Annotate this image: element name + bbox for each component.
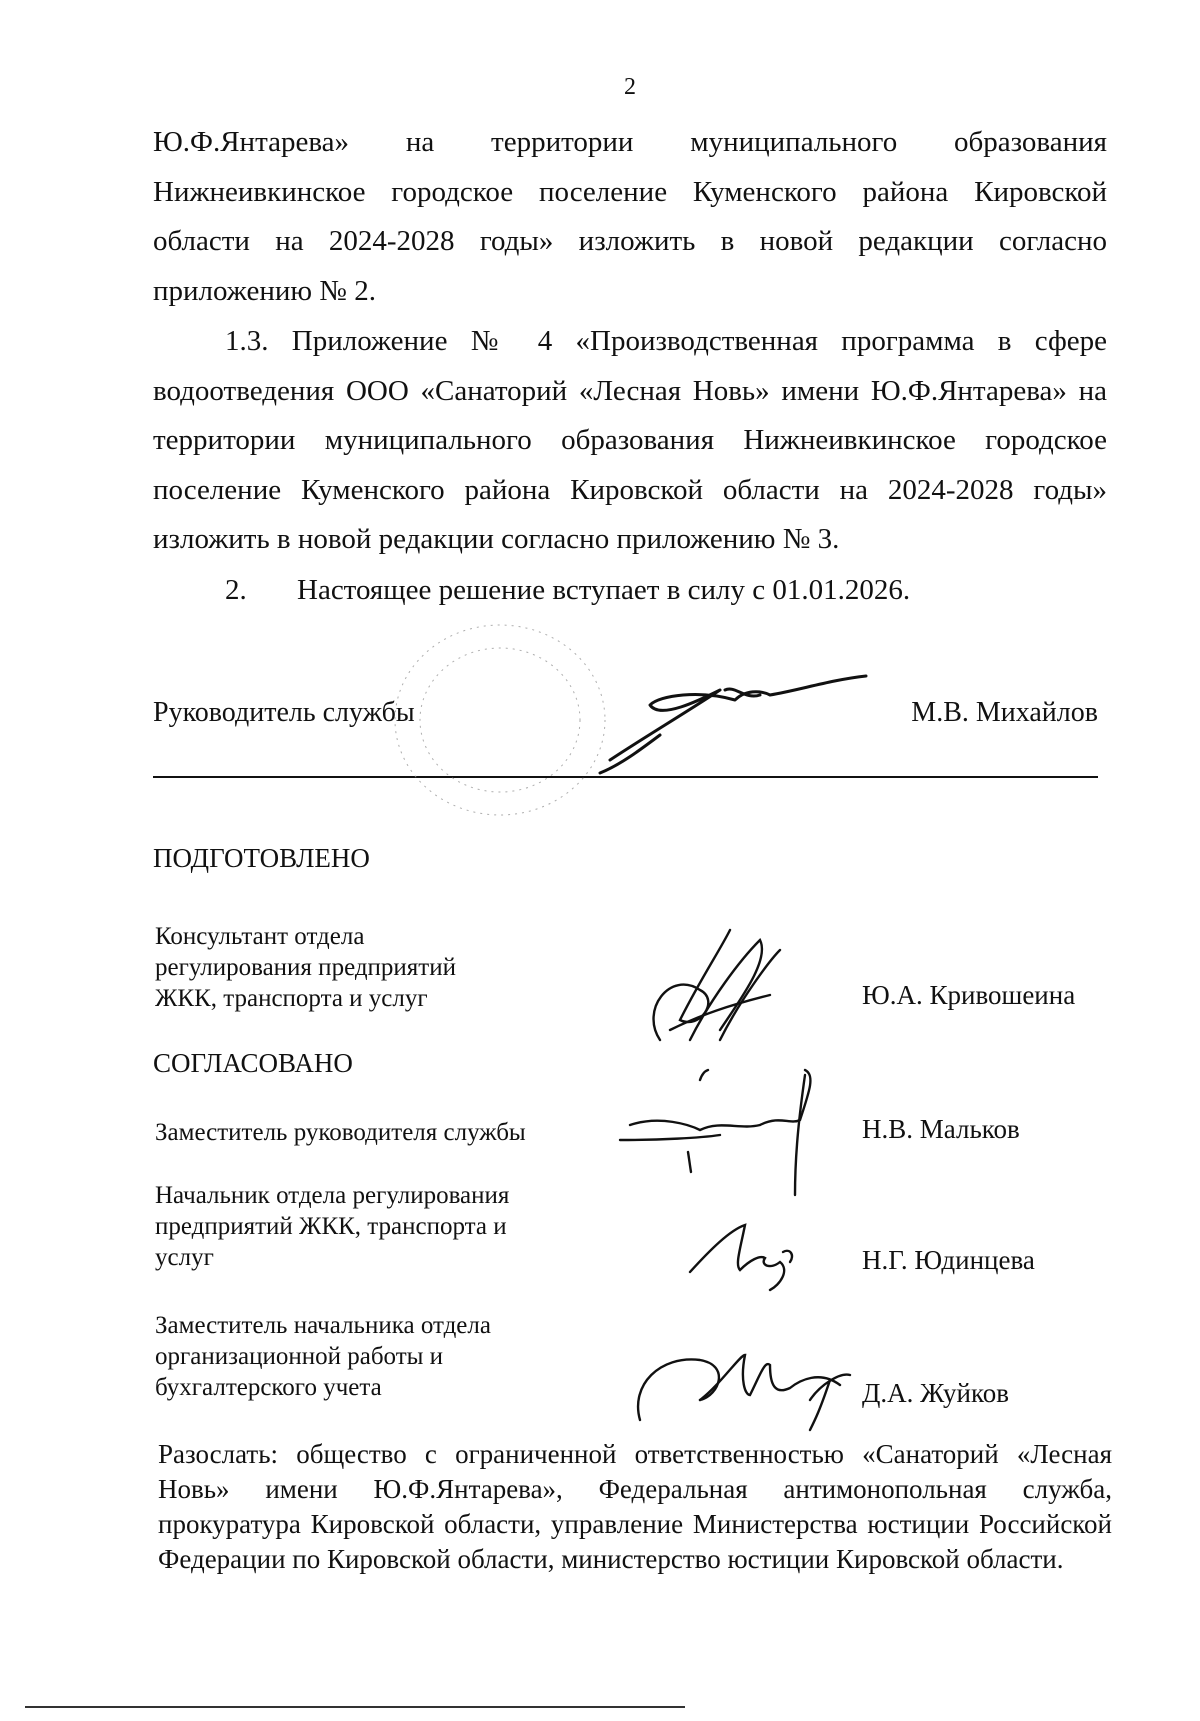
agreed-position-2: Начальник отдела регулирования предприятий ЖКК, транспорта и услуг: [155, 1182, 510, 1271]
item-number: 2.: [225, 574, 247, 606]
distribution-list: Разослать: общество с ограниченной ответственностью «Санаторий «Лесная Новь» имени Ю.Ф.Янтарева», Федеральная антимонопольная служба, прокуратура Кировской области, управление Министерства юстиции Российской Федерации по Кировской области, министерство юстиции Кировской области.: [158, 1439, 1112, 1574]
page-number: 2: [624, 74, 636, 100]
paragraph-item-1-3: 1.3. Приложение № 4 «Производственная программа в сфере водоотведения ООО «Санаторий «Лесная Новь» имени Ю.Ф.Янтарева» на территории муниципального образования Нижнеивкинское городское поселение Куменского района Кировской области на 2024-2028 годы» изложить в новой редакции согласно приложению № 3.: [153, 325, 1107, 555]
agreed-position-1: Заместитель руководителя службы: [155, 1119, 526, 1146]
item-text: Настоящее решение вступает в силу с 01.01.2026.: [297, 574, 911, 606]
agreed-name-2: Н.Г. Юдинцева: [862, 1245, 1035, 1275]
signature-divider: [153, 776, 1098, 778]
agreed-position-3: Заместитель начальника отдела организационной работы и бухгалтерского учета: [155, 1312, 491, 1401]
prepared-position: Консультант отдела регулирования предприятий ЖКК, транспорта и услуг: [155, 923, 456, 1012]
prepared-signature: [654, 930, 780, 1040]
agreed-heading: СОГЛАСОВАНО: [153, 1048, 353, 1078]
agreed-name-3: Д.А. Жуйков: [862, 1378, 1009, 1408]
prepared-heading: ПОДГОТОВЛЕНО: [153, 843, 370, 873]
paragraph-continuation: Ю.Ф.Янтарева» на территории муниципального образования Нижнеивкинское городское поселение Куменского района Кировской области на 2024-2028 годы» изложить в новой редакции согласно приложению № 2.: [153, 126, 1107, 307]
stamp-trace: [395, 625, 605, 815]
agreed-signature-2: [690, 1225, 792, 1290]
agreed-name-1: Н.В. Мальков: [862, 1114, 1020, 1144]
head-signature: [600, 676, 866, 773]
agreed-signature-3: [638, 1355, 850, 1430]
head-name: М.В. Михайлов: [911, 697, 1098, 728]
head-position: Руководитель службы: [153, 697, 415, 728]
bottom-rule: [25, 1706, 685, 1708]
prepared-name: Ю.А. Кривошеина: [862, 980, 1076, 1010]
agreed-signature-1: [620, 1070, 810, 1195]
paragraph-item-2: [153, 566, 1107, 616]
